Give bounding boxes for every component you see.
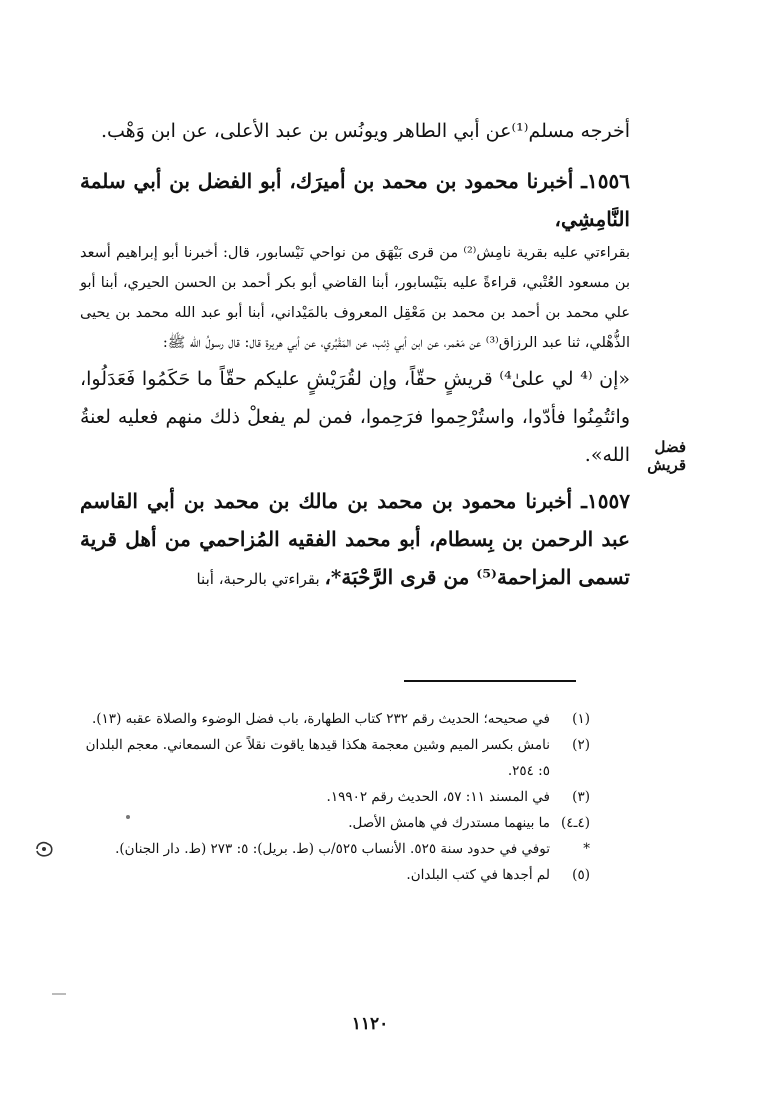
footnote-item (80, 836, 590, 862)
sidebar-section-title: فضل قريش (647, 438, 686, 474)
footnote-item (80, 810, 590, 836)
page-number: ١١٢٠ (351, 1014, 389, 1034)
footnote-number: (٤ـ٤) (560, 815, 590, 831)
entry-1557-header: ١٥٥٧ـ أخبرنا محمود بن محمد بن مالك بن محمد بن أبي القاسم عبد الرحمن بن بِسطام، أبو محمد الفقيه المُزاحمي من أهل قرية تسمى المزاحمة⁽⁵⁾ من قرى الرَّحْبَة*، (80, 489, 630, 589)
footnotes (80, 706, 590, 888)
footnote-item (80, 706, 590, 732)
entry-1556-header: ١٥٥٦ـ أخبرنا محمود بن محمد بن أميرَك، أبو الفضل بن أبي سلمة النَّامِشِي، (80, 169, 630, 231)
footnote-number: (٥) (572, 867, 590, 883)
footnote-number: (١) (572, 711, 590, 727)
footnote-text: في المسند ١١: ٥٧، الحديث رقم ١٩٩٠٢. (326, 789, 550, 805)
footnote-text: نامش بكسر الميم وشين معجمة هكذا قيدها ياقوت نقلاً عن السمعاني. معجم البلدان ٥: ٢٥٤. (85, 737, 550, 779)
footnote-text: ما بينهما مستدرك في هامش الأصل. (348, 815, 550, 831)
intro-paragraph: أخرجه مسلم⁽¹⁾عن أبي الطاهر ويونُس بن عبد الأعلى، عن ابن وَهْب. (100, 120, 630, 142)
footnote-text: توفي في حدود سنة ٥٢٥. الأنساب ٥٢٥/ب (ط. بريل): ٥: ٢٧٣ (ط. دار الجنان). (115, 841, 550, 857)
footnote-item (80, 732, 590, 784)
hadith-text: «إن ⁽⁴ لي علىٰ⁴⁾ قريشٍ حقّاً، وإن لقُرَيْشٍ عليكم حقّاً ما حَكَمُوا فَعَدَلُوا، وائتُمِنُوا فأدّوا، واستُرْحِموا فرَحِموا، فمن لم يفعلْ ذلك منهم فعليه لعنةُ الله». (80, 368, 631, 466)
footnote-text: لم أجدها في كتب البلدان. (406, 867, 550, 883)
footnote-number: (٢) (572, 737, 590, 753)
footnote-item (80, 862, 590, 888)
footnote-item (80, 784, 590, 810)
speck-mark (52, 993, 66, 995)
main-text-block (80, 112, 630, 596)
entry-1557-tail: بقراءتي بالرحبة، أبنا (196, 570, 325, 588)
speck-mark (126, 815, 130, 819)
footnote-divider (404, 680, 576, 682)
footnote-number: (٣) (572, 789, 590, 805)
footnote-text: في صحيحه؛ الحديث رقم ٢٣٢ كتاب الطهارة، باب فضل الوضوء والصلاة عقبه (١٣). (91, 711, 550, 727)
entry-1556-text: بقراءتي عليه بقرية نامِش⁽²⁾ من قرى بَيْهَق من نواحي نَيْسابور، قال: أخبرنا أبو إبراهيم أسعد بن مسعود العُتْبي، قراءةً عليه بنَيْسابور، أبنا القاضي أبو بكر أحمد بن الحسن الحيري، أبنا أبو علي محمد بن أحمد بن محمد بن مَعْقِل المعروف بالمَيْداني، أبنا أبو عبد الله محمد بن يحيى الذُّهْلي، ثنا عبد الرزاق⁽³⁾ عن مَعْمر، عن ابن أبي ذِئب، عن المَقْبُري، عن أبي هريرة قال: قال رسولُ الله ﷺ: (80, 245, 630, 351)
margin-mark-icon (34, 840, 56, 858)
entry-1557-paragraph (80, 482, 630, 596)
footnote-number: * (583, 841, 590, 857)
